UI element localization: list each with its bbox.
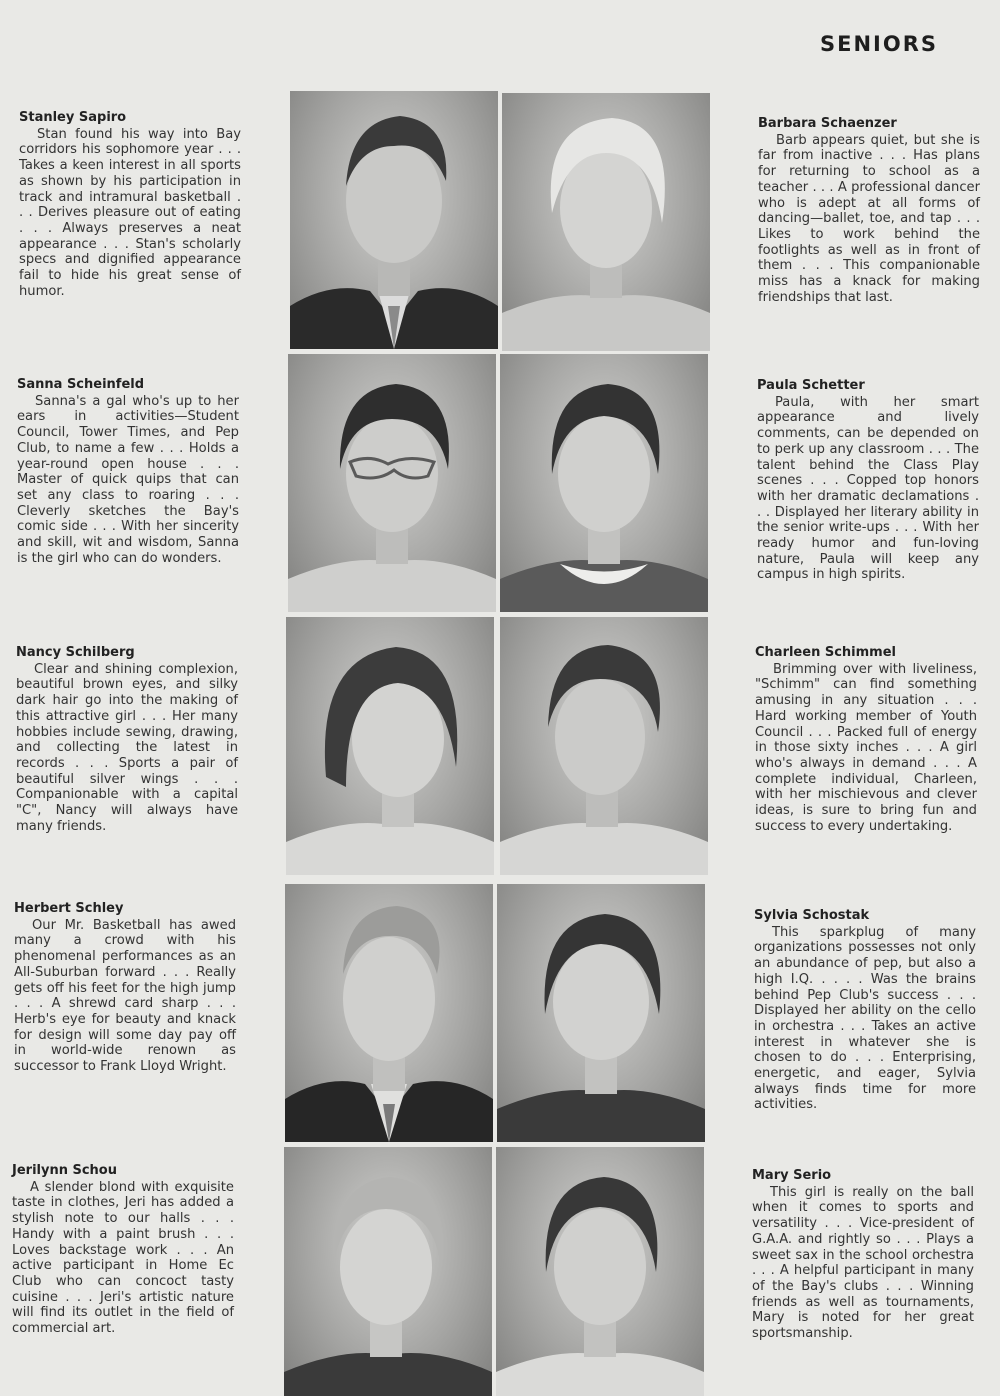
bio-herbert-schley [14,901,236,1075]
portrait-image [290,91,498,349]
student-name: Herbert Schley [14,901,124,916]
portrait-sanna-scheinfeld [288,354,496,612]
student-bio: Stan found his way into Bay corridors his sophomore year . . . Takes a keen interest in all sports as shown by his participation in track and intramural basketball . . . Derives pleasure out of eating . . . Always preserves a neat appearance . . . Stan's scholarly specs and dignified appearance fail to hide his great sense of humor. [19,126,241,299]
portrait-nancy-schilberg [286,617,494,875]
student-name: Paula Schetter [757,378,865,393]
portrait-image [502,93,710,351]
bio-sanna-scheinfeld [17,377,239,566]
bio-stanley-sapiro [19,110,241,299]
portrait-image [284,1147,492,1396]
student-bio: Our Mr. Basketball has awed many a crowd with his phenomenal performances as an All-Suburban forward . . . Really gets off his feet for the high jump . . . A shrewd card sharp . . . Herb's eye for beauty and knack for design will some day pay off in world-wide renown as successor to Frank Lloyd Wright. [14,917,236,1075]
bio-sylvia-schostak [754,908,976,1113]
portrait-image [496,1147,704,1396]
student-bio: Brimming over with liveliness, "Schimm" can find something amusing in any situation . . . Hard working member of Youth Council . . . Packed full of energy in those sixty inches . . . A girl who's always in demand . . . A complete individual, Charleen, with her mischievous and clever ideas, is sure to bring fun and success to every undertaking. [755,661,977,834]
portrait-barbara-schaenzer [502,93,710,351]
portrait-image [285,884,493,1142]
portrait-mary-serio [496,1147,704,1396]
bio-nancy-schilberg [16,645,238,834]
student-bio: Barb appears quiet, but she is far from inactive . . . Has plans for returning to school as a teacher . . . A professional dancer who is adept at all forms of dancing—ballet, toe, and tap . . . Likes to work behind the footlights as well as in front of them . . . This companionable miss has a knack for making friendships that last. [758,132,980,305]
student-bio: A slender blond with exquisite taste in clothes, Jeri has added a stylish note to our halls . . . Handy with a paint brush . . . Loves backstage work . . . An active participant in Home Ec Club who can concoct tasty cuisine . . . Jeri's artistic nature will find its outlet in the field of commercial art. [12,1179,234,1337]
student-name: Sylvia Schostak [754,908,870,923]
bio-mary-serio [752,1168,974,1342]
portrait-stanley-sapiro [290,91,498,349]
portrait-herbert-schley [285,884,493,1142]
bio-jerilynn-schou [12,1163,234,1337]
portrait-image [286,617,494,875]
bio-paula-schetter [757,378,979,583]
portrait-charleen-schimmel [500,617,708,875]
student-name: Stanley Sapiro [19,110,127,125]
student-bio: Sanna's a gal who's up to her ears in activities—Student Council, Tower Times, and Pep Club, to name a few . . . Holds a year-round open house . . . Master of quick quips that can set any class to roaring . . . Cleverly sketches the Bay's comic side . . . With her sincerity and skill, wit and wisdom, Sanna is the girl who can do wonders. [17,393,239,566]
portrait-jerilynn-schou [284,1147,492,1396]
student-bio: Paula, with her smart appearance and lively comments, can be depended on to perk up any classroom . . . The talent behind the Class Play scenes . . . Copped top honors with her dramatic declamations . . . Displayed her literary ability in the senior write-ups . . . With her ready humor and fun-loving nature, Paula will keep any campus in high spirits. [757,394,979,583]
portrait-image [500,354,708,612]
student-name: Barbara Schaenzer [758,116,897,131]
portrait-image [497,884,705,1142]
student-bio: Clear and shining complexion, beautiful brown eyes, and silky dark hair go into the making of this attractive girl . . . Her many hobbies include sewing, drawing, and collecting the latest in records . . . Sports a pair of beautiful silver wings . . . Companionable with a capital "C", Nancy will always have many friends. [16,661,238,834]
student-bio: This girl is really on the ball when it comes to sports and versatility . . . Vice-president of G.A.A. and rightly so . . . Plays a sweet sax in the school orchestra . . . A helpful participant in many of the Bay's clubs . . . Winning friends as well as tournaments, Mary is noted for her great sportsmanship. [752,1184,974,1342]
portrait-paula-schetter [500,354,708,612]
student-name: Charleen Schimmel [755,645,896,660]
page-title: SENIORS [819,32,938,56]
bio-barbara-schaenzer [758,116,980,305]
portrait-sylvia-schostak [497,884,705,1142]
student-name: Sanna Scheinfeld [17,377,145,392]
student-name: Jerilynn Schou [12,1163,117,1178]
portrait-image [288,354,496,612]
portrait-image [500,617,708,875]
student-name: Mary Serio [752,1168,832,1183]
bio-charleen-schimmel [755,645,977,834]
student-bio: This sparkplug of many organizations possesses not only an abundance of pep, but also a high I.Q. . . . . Was the brains behind Pep Club's success . . . Displayed her ability on the cello in orchestra . . . Takes an active interest in whatever she is chosen to do . . . Enterprising, energetic, and eager, Sylvia always finds time for more activities. [754,924,976,1113]
student-name: Nancy Schilberg [16,645,135,660]
